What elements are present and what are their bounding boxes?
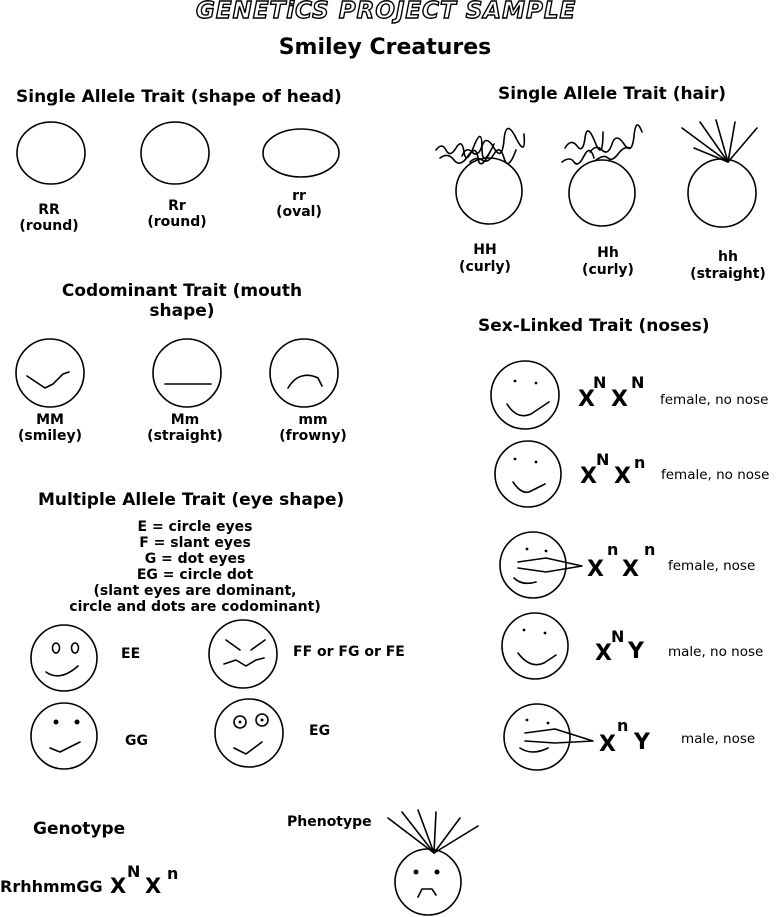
result-x2: X <box>145 874 162 898</box>
nose-face-5 <box>504 704 593 770</box>
head-shape-title: Single Allele Trait (shape of head) <box>16 87 342 107</box>
nose-row-1-allele-a-sup: N <box>593 373 607 392</box>
result-x2-sup: n <box>167 864 179 883</box>
mouth-title: Codominant Trait (mouth shape) <box>61 281 303 321</box>
nose-row-3-label: female, nose <box>668 558 756 574</box>
nose-row-4-allele-a-sup: N <box>611 627 625 646</box>
nose-row-4-allele-a: X <box>595 641 612 666</box>
head-round-rr <box>17 122 85 184</box>
page-title: Smiley Creatures <box>278 35 492 60</box>
nose-row-2-label: female, no nose <box>661 467 770 483</box>
mouth-label-3: mm (frowny) <box>279 412 347 444</box>
eyes-label-gg: GG <box>125 733 148 749</box>
genotype-title: Genotype <box>33 819 126 839</box>
nose-row-2-allele-a: X <box>580 464 597 489</box>
nose-row-3-allele-b: X <box>622 557 639 582</box>
hair-label-2: Hh (curly) <box>582 245 634 278</box>
eyes-label-eg: EG <box>309 723 331 739</box>
nose-row-5-allele-a-sup: n <box>617 716 629 735</box>
nose-row-4-label: male, no nose <box>668 644 764 660</box>
eyes-label-ee: EE <box>121 646 141 662</box>
nose-row-1-allele-b-sup: N <box>631 373 645 392</box>
nose-row-1-label: female, no nose <box>660 392 769 408</box>
eyes-face-ff <box>209 620 277 688</box>
result-x1: X <box>110 874 127 898</box>
nose-row-4-allele-b: Y <box>628 639 644 664</box>
head-label-1: RR (round) <box>19 202 79 234</box>
nose-row-1-allele-b: X <box>611 387 628 412</box>
nose-row-5-label: male, nose <box>681 731 756 747</box>
nose-title: Sex-Linked Trait (noses) <box>478 316 710 336</box>
nose-row-2-allele-b-sup: n <box>634 453 646 472</box>
nose-row-3-allele-a-sup: n <box>607 540 619 559</box>
nose-row-5-allele-a: X <box>599 732 616 757</box>
result-x1-sup: N <box>127 862 141 881</box>
eyes-face-gg <box>31 703 97 769</box>
nose-face-4 <box>502 613 568 679</box>
head-label-3: rr (oval) <box>276 188 322 220</box>
genotype-text: RrhhmmGG <box>0 877 103 896</box>
face-frowny <box>270 339 338 407</box>
eyes-label-ff: FF or FG or FE <box>293 644 405 660</box>
nose-row-3-allele-b-sup: n <box>644 540 656 559</box>
nose-row-1-allele-a: X <box>578 387 595 412</box>
hair-straight-hh <box>682 120 757 227</box>
nose-row-2-allele-a-sup: N <box>596 450 610 469</box>
nose-face-1 <box>491 361 559 429</box>
head-round-rr2 <box>141 122 209 184</box>
hair-title: Single Allele Trait (hair) <box>498 84 727 104</box>
face-straight <box>153 339 221 407</box>
nose-face-2 <box>495 441 561 507</box>
phenotype-title: Phenotype <box>287 814 372 830</box>
eyes-face-eg <box>215 699 283 767</box>
nose-face-3 <box>500 532 582 598</box>
head-oval <box>263 129 339 177</box>
mouth-label-1: MM (smiley) <box>18 412 82 444</box>
hair-label-1: HH (curly) <box>459 242 511 275</box>
banner-title: GENETiCS PROJECT SAMPLE <box>196 0 577 24</box>
head-label-2: Rr (round) <box>147 198 207 230</box>
hair-curly-hh <box>436 128 524 224</box>
hair-label-3: hh (straight) <box>690 249 766 282</box>
nose-row-2-allele-b: X <box>614 464 631 489</box>
mouth-label-2: Mm (straight) <box>147 412 223 444</box>
nose-row-5-allele-b: Y <box>634 730 650 755</box>
eyes-title: Multiple Allele Trait (eye shape) <box>38 490 345 510</box>
hair-curly-hh2 <box>562 125 642 226</box>
eyes-legend: E = circle eyes F = slant eyes G = dot eyes EG = circle dot (slant eyes are dominant, circle and dots are codominant) <box>69 519 321 615</box>
eyes-face-ee <box>31 625 97 691</box>
phenotype-face <box>388 810 478 915</box>
face-smiley <box>16 339 84 407</box>
nose-row-3-allele-a: X <box>587 557 604 582</box>
